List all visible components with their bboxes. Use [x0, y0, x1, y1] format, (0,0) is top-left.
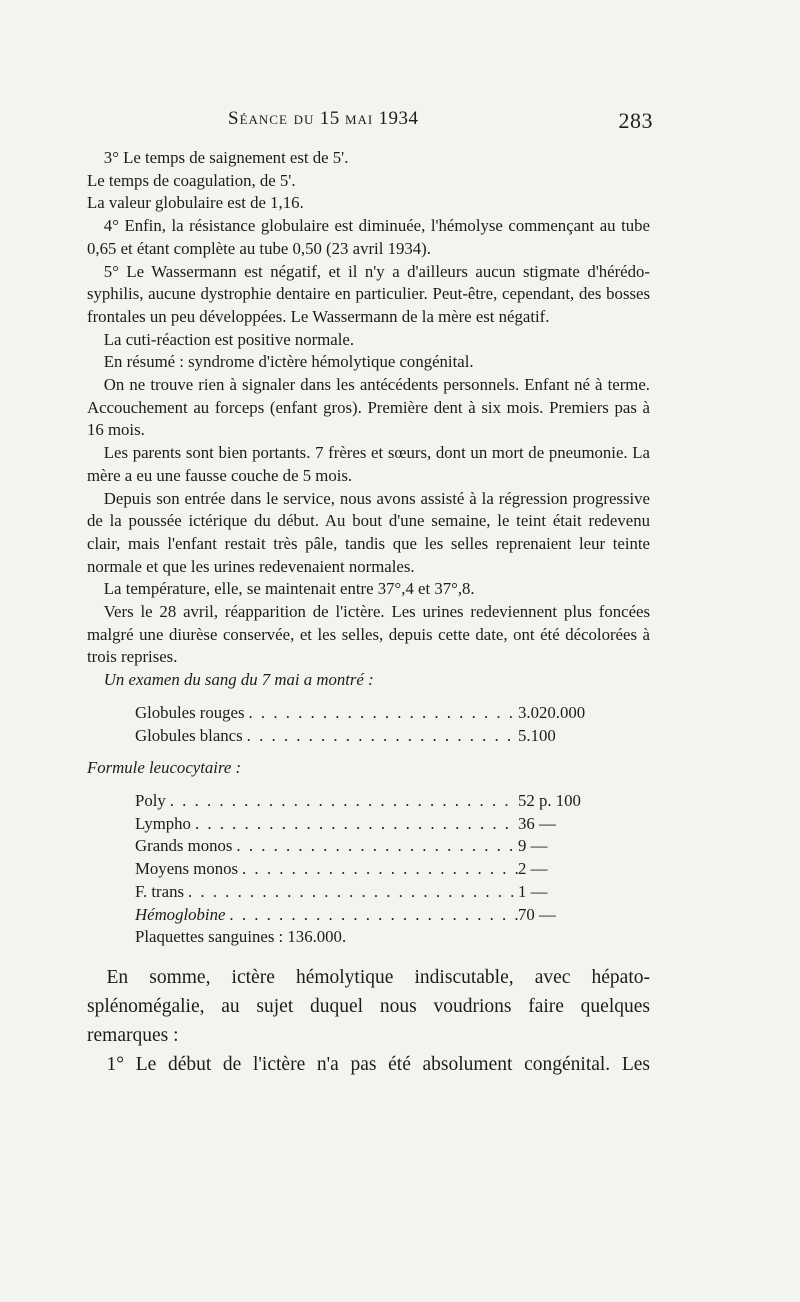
paragraph-blood-exam: [87, 669, 650, 692]
row-label: Hémoglobine: [135, 904, 226, 924]
leader-dots: [243, 725, 518, 748]
table-row: [135, 881, 590, 904]
row-value: 9 —: [518, 836, 548, 856]
table-row: [135, 702, 590, 725]
leader-dots: [238, 858, 518, 881]
paragraph-bleeding-time: 3° Le temps de saignement est de 5'.: [103, 148, 349, 167]
table-row: [135, 725, 590, 748]
row-value: 1 —: [518, 881, 548, 901]
row-label: Lympho: [135, 813, 191, 833]
platelets-line: Plaquettes sanguines : 136.000.: [135, 927, 347, 947]
header-title-month: mai: [344, 108, 374, 129]
table-row: [135, 926, 590, 949]
paragraph-antecedents: On ne trouve rien à signaler dans les antécédents personnels. Enfant né à terme. Accouchement au forceps (enfant gros). Première dent à six mois. Premiers pas à 16 mois.: [87, 375, 650, 440]
table-row: [135, 835, 590, 858]
row-label: Globules rouges: [135, 702, 245, 722]
paragraph-progression: Depuis son entrée dans le service, nous avons assisté à la régression progressive de la poussée ictérique du début. Au bout d'une semaine, le teint était redevenu clair, mais l'enfant restait très pâle, tandis que les selles reprenaient leur teinte normale et que les urines redevenaient normales.: [87, 488, 650, 576]
table-row: [135, 813, 590, 836]
row-value: 70 —: [518, 904, 556, 924]
row-label: Grands monos: [135, 836, 233, 856]
paragraph-globular-value: La valeur globulaire est de 1,16.: [87, 193, 304, 213]
header-title-prefix: Séance du: [228, 108, 315, 129]
table-row: [135, 790, 590, 813]
table-row: [135, 858, 590, 881]
leader-dots: [245, 702, 518, 725]
paragraph-cuti-reaction: La cuti-réaction est positive normale.: [103, 329, 355, 349]
paragraph-reappearance: Vers le 28 avril, réapparition de l'ictère. Les urines redeviennent plus foncées malgré une diurèse conservée, et les selles, depuis cette date, ont été décolorées à trois reprises.: [87, 602, 650, 667]
row-value: 36 —: [518, 813, 556, 833]
header-title-day: 15: [319, 108, 340, 129]
leader-dots: [191, 813, 518, 836]
paragraph-parents: Les parents sont bien portants. 7 frères et sœurs, dont un mort de pneumonie. La mère a eu une fausse couche de 5 mois.: [87, 443, 650, 485]
blood-count-table: [135, 702, 590, 747]
row-label: Moyens monos: [135, 859, 239, 879]
leukocyte-formula-table: [135, 790, 590, 949]
running-header: [88, 108, 653, 138]
row-value: 5.100: [518, 725, 556, 745]
row-value: 3.020.000: [518, 702, 586, 722]
blood-exam-intro: Un examen du sang du 7 mai a montré :: [103, 670, 374, 690]
leader-dots: [184, 881, 518, 904]
header-title: [228, 108, 418, 130]
paragraph-temperature: La température, elle, se maintenait entre 37°,4 et 37°,8.: [103, 579, 475, 599]
leader-dots: [166, 790, 518, 813]
paragraph-wassermann: 5° Le Wassermann est négatif, et il n'y a d'ailleurs aucun stigmate d'hérédo-syphilis, aucune dystrophie dentaire en particulier. Peut-être, cependant, des bosses frontales un peu développées. Le Wassermann de la mère est négatif.: [87, 261, 650, 326]
page-number: 283: [618, 108, 653, 133]
table-row: [135, 904, 590, 927]
row-label: Poly: [135, 790, 166, 810]
leader-dots: [232, 835, 518, 858]
formula-title: [87, 757, 650, 780]
leader-dots: [225, 904, 518, 927]
row-label: Globules blancs: [135, 725, 243, 745]
paragraph-conclusion: En somme, ictère hémolytique indiscutable, avec hépato-splénomégalie, au sujet duquel nous voudrions faire quelques remarques :: [87, 966, 650, 1046]
paragraph-first-remark: 1° Le début de l'ictère n'a pas été absolument congénital. Les: [106, 1053, 650, 1075]
paragraph-summary: En résumé : syndrome d'ictère hémolytique congénital.: [103, 352, 474, 372]
page-body: [87, 147, 650, 1079]
row-label: F. trans: [135, 881, 184, 901]
formula-title-text: Formule leucocytaire :: [87, 758, 242, 778]
paragraph-coagulation-time: Le temps de coagulation, de 5'.: [87, 170, 296, 190]
row-value: 52 p. 100: [518, 790, 581, 810]
header-title-year: 1934: [378, 108, 419, 129]
row-value: 2 —: [518, 859, 548, 879]
paragraph-globular-resistance: 4° Enfin, la résistance globulaire est diminuée, l'hémolyse commençant au tube 0,65 et étant complète au tube 0,50 (23 avril 1934).: [87, 216, 650, 258]
